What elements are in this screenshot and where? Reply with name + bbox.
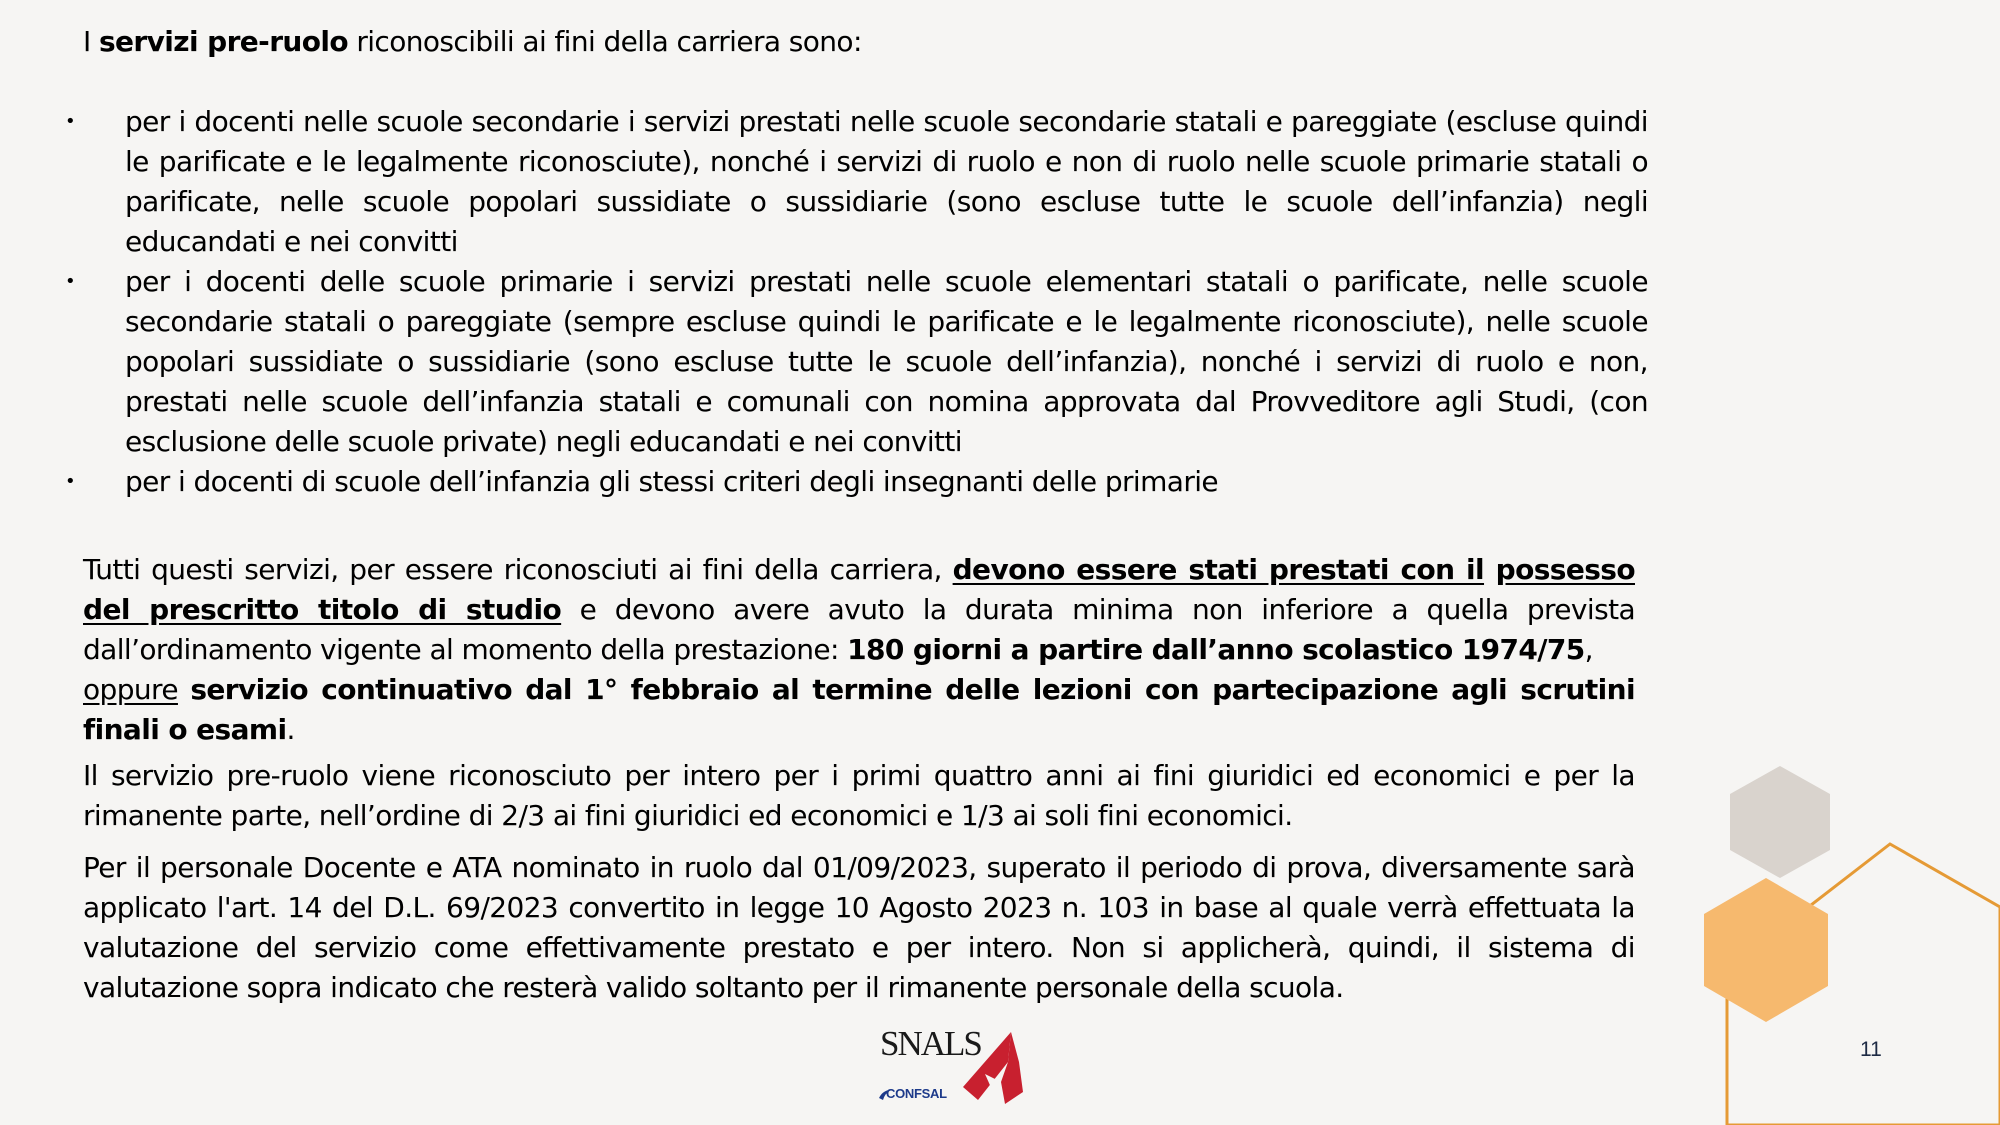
- p1-space: [1484, 553, 1496, 586]
- intro-pre: I: [83, 25, 99, 58]
- paragraph-new-rules: Per il personale Docente e ATA nominato in ruolo dal 01/09/2023, superato il periodo di prova, diversamente sarà applicato l'art. 14 del D.L. 69/2023 convertito in legge 10 Agosto 2023 n. 103 in base al quale verrà effettuata la valutazione del servizio come effettivamente prestato e per intero. Non si applicherà, quindi, il sistema di valutazione sopra indicato che resterà valido soltanto per il rimanente personale della scuola.: [83, 851, 1635, 1004]
- p1-underlined-bold: devono essere stati prestati con il: [952, 553, 1485, 586]
- paragraph-recognition: Il servizio pre-ruolo viene riconosciuto per intero per i primi quattro anni ai fini giuridici ed economici e per la rimanente parte, nell’ordine di 2/3 ai fini giuridici ed economici e 1/3 ai soli fini economici.: [83, 759, 1635, 832]
- logo-text: SNALS: [880, 1024, 981, 1063]
- slide-content: [83, 22, 1648, 1008]
- intro-line: [83, 22, 1648, 62]
- p1-bold: 180 giorni a partire dall’anno scolastico 1974/75: [847, 633, 1585, 666]
- bullet-item: • per i docenti nelle scuole secondarie i servizi prestati nelle scuole secondarie statali e pareggiate (escluse quindi le parificate e le legalmente riconosciute), nonché i servizi di ruolo e non di ruolo nelle scuole primarie statali o parificate, nelle scuole popolari sussidiate o sussidiarie (sono escluse tutte le scuole dell’infanzia) negli educandati e nei convitti: [83, 102, 1648, 262]
- page-number: 11: [1860, 1038, 1882, 1061]
- intro-post: riconoscibili ai fini della carriera sono:: [348, 25, 862, 58]
- gray-hexagon: [1730, 766, 1830, 878]
- bullet-item: • per i docenti di scuole dell’infanzia gli stessi criteri degli insegnanti delle primarie: [83, 462, 1648, 502]
- intro-bold: servizi pre-ruolo: [98, 25, 349, 58]
- p1-underlined-bold: possesso del prescritto titolo di studio: [83, 553, 1635, 626]
- bullet-list: [83, 102, 1648, 502]
- p1-underlined: oppure: [83, 673, 178, 706]
- bullet-item: • per i docenti delle scuole primarie i servizi prestati nelle scuole elementari statali o parificate, nelle scuole secondarie statali o pareggiate (sempre escluse quindi le parificate e le legalmente riconosciute), nelle scuole popolari sussidiate o sussidiarie (sono escluse tutte le scuole dell’infanzia), nonché i servizi di ruolo e non, prestati nelle scuole dell’infanzia statali e comunali con nomina approvata dal Provveditore agli Studi, (con esclusione delle scuole private) negli educandati e nei convitti: [83, 262, 1648, 462]
- p1-text: Tutti questi servizi, per essere riconosciuti ai fini della carriera,: [83, 553, 953, 586]
- p1-space: [178, 673, 190, 706]
- logo-subtext: CONFSAL: [886, 1086, 947, 1101]
- logo-mark-icon: [963, 1032, 1028, 1112]
- hexagon-decoration: [1660, 760, 2000, 1125]
- p1-text: e devono avere avuto la durata minima non inferiore a quella prevista dall’ordinamento vigente al momento della prestazione:: [83, 593, 1636, 666]
- p1-text: ,: [1584, 633, 1593, 666]
- snals-logo: [878, 1024, 1028, 1104]
- p1-bold: servizio continuativo dal 1° febbraio al termine delle lezioni con partecipazione agli scrutini finali o esami: [83, 673, 1635, 746]
- p1-text: .: [286, 713, 295, 746]
- paragraph-requirements: [83, 550, 1635, 750]
- orange-hexagon: [1704, 878, 1828, 1022]
